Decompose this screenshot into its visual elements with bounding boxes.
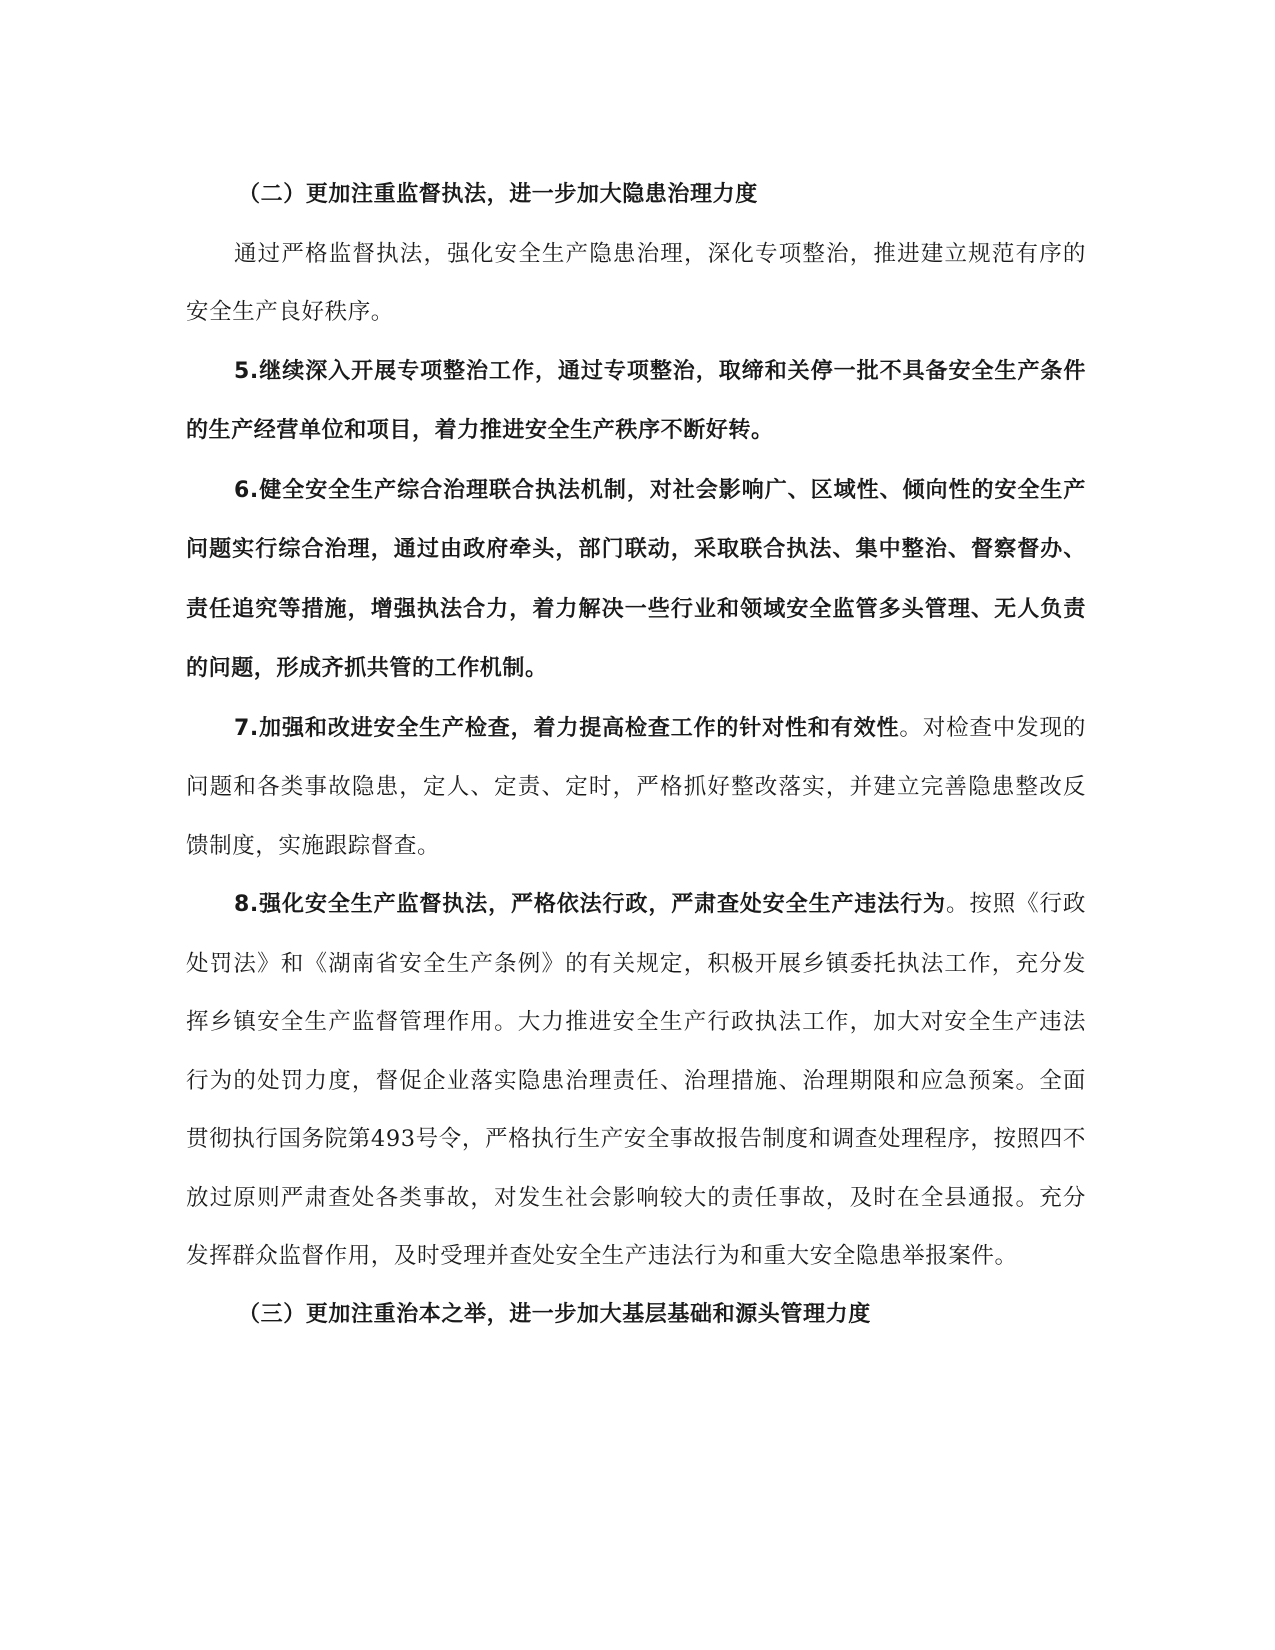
item-5-text: 5.继续深入开展专项整治工作，通过专项整治，取缔和关停一批不具备安全生产条件的生产经营单位和项目，着力推进安全生产秩序不断好转。 — [186, 358, 1086, 443]
section-three-heading: （三）更加注重治本之举，进一步加大基层基础和源头管理力度 — [238, 1301, 871, 1327]
section-two-heading: （二）更加注重监督执法，进一步加大隐患治理力度 — [238, 182, 758, 207]
item-5-paragraph — [186, 342, 1086, 461]
item-8-paragraph — [186, 875, 1086, 1286]
item-7-lead: 7.加强和改进安全生产检查，着力提高检查工作的针对性和有效性 — [234, 715, 900, 741]
item-6-text: 6.健全安全生产综合治理联合执法机制，对社会影响广、区域性、倾向性的安全生产问题实行综合治理，通过由政府牵头，部门联动，采取联合执法、集中整治、督察督办、责任追究等措施，增强执法合力，着力解决一些行业和领域安全监管多头管理、无人负责的问题，形成齐抓共管的工作机制。 — [186, 477, 1086, 681]
item-7-paragraph — [186, 699, 1086, 876]
document-body — [186, 166, 1086, 1344]
item-7-body: 。对检查中发现的问题和各类事故隐患，定人、定责、定时，严格抓好整改落实，并建立完善隐患整改反馈制度，实施跟踪督查。 — [186, 714, 1086, 859]
item-6-paragraph — [186, 461, 1086, 699]
item-8-lead: 8.强化安全生产监督执法，严格依法行政，严肃查处安全生产违法行为 — [234, 892, 946, 917]
item-8-body: 。按照《行政处罚法》和《湖南省安全生产条例》的有关规定，积极开展乡镇委托执法工作，充分发挥乡镇安全生产监督管理作用。大力推进安全生产行政执法工作，加大对安全生产违法行为的处罚力度，督促企业落实隐患治理责任、治理措施、治理期限和应急预案。全面贯彻执行国务院第493号令，严格执行生产安全事故报告制度和调查处理程序，按照四不放过原则严肃查处各类事故，对发生社会影响较大的责任事故，及时在全县通报。充分发挥群众监督作用，及时受理并查处安全生产违法行为和重大安全隐患举报案件。 — [186, 891, 1086, 1269]
intro-paragraph: 通过严格监督执法，强化安全生产隐患治理，深化专项整治，推进建立规范有序的安全生产良好秩序。 — [186, 240, 1086, 325]
